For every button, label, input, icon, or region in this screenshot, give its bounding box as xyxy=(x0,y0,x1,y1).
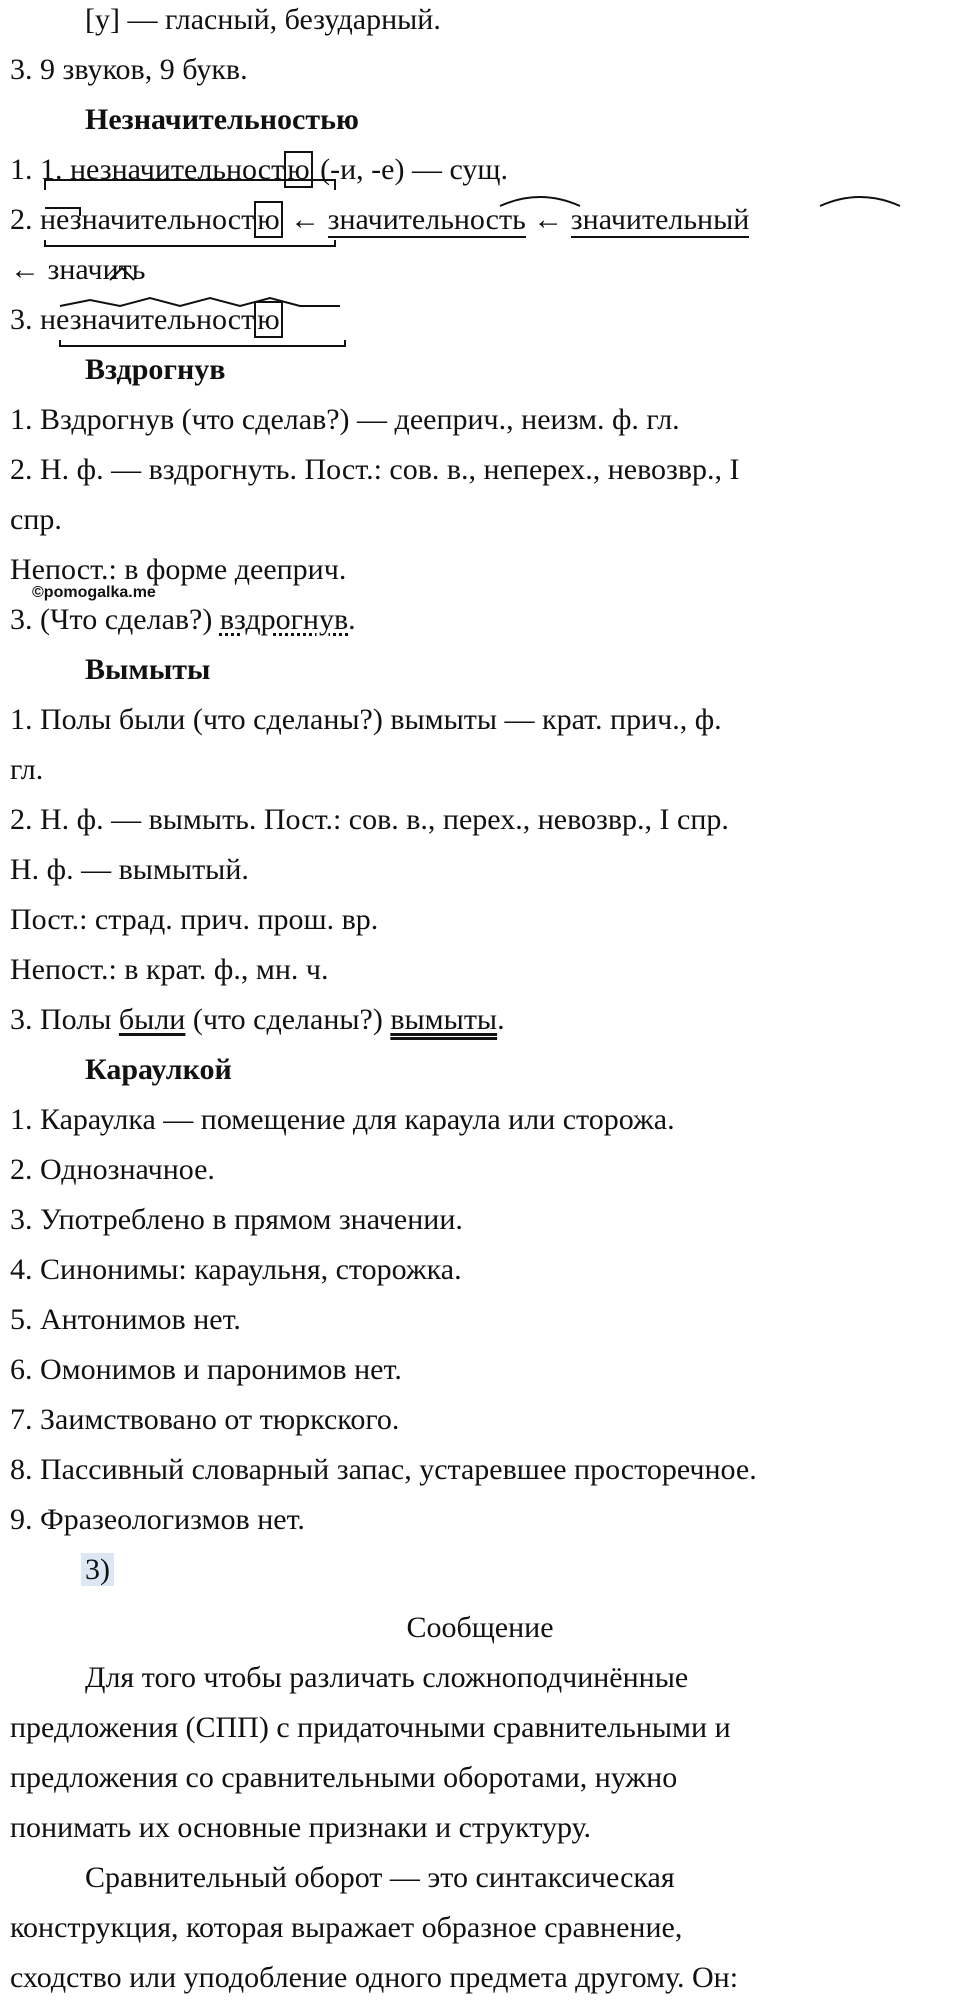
derivation-word: значительность xyxy=(327,203,526,236)
section-heading: Вымыты xyxy=(85,653,211,686)
text-segment: 3. (Что сделав?) xyxy=(10,603,220,636)
predicate-word: вздрогнув xyxy=(219,603,349,636)
root-arc-mark xyxy=(820,197,900,206)
predicate-word: были xyxy=(118,1003,186,1036)
text-line: спр. xyxy=(10,503,62,536)
arrow-separator: ← xyxy=(525,203,571,236)
analysis-line xyxy=(10,602,356,638)
list-item: 1. Караулка — помещение для караула или сторожа. xyxy=(10,1103,675,1136)
text-line: 1. Вздрогнув (что сделав?) — дееприч., неизм. ф. гл. xyxy=(10,403,680,436)
paragraph-line: понимать их основные признаки и структуру. xyxy=(10,1811,592,1844)
text-segment: 3. Полы xyxy=(10,1003,119,1036)
paragraph-line: конструкция, которая выражает образное сравнение, xyxy=(10,1911,683,1944)
item-number: 2. xyxy=(10,203,40,236)
section-number xyxy=(81,1552,114,1588)
text-line: Пост.: страд. прич. прош. вр. xyxy=(10,903,379,936)
word-stem: незначительност xyxy=(40,203,255,236)
text-line: 1. Полы были (что сделаны?) вымыты — крат. прич., ф. xyxy=(10,703,722,736)
analysis-line xyxy=(10,1002,505,1038)
analysis-line xyxy=(10,152,508,188)
list-item: 9. Фразеологизмов нет. xyxy=(10,1503,305,1536)
derivation-word: значительный xyxy=(570,203,750,236)
text-line: [у] — гласный, безударный. xyxy=(85,3,441,36)
paragraph-line: сходство или уподобление одного предмета другому. Он: xyxy=(10,1961,739,1994)
predicate-word: вымыты xyxy=(390,1003,498,1036)
stem-mark xyxy=(60,340,345,346)
text-segment: . xyxy=(497,1003,505,1036)
text-line: гл. xyxy=(10,753,44,786)
list-item: 8. Пассивный словарный запас, устаревшее просторечное. xyxy=(10,1453,757,1486)
list-item: 5. Антонимов нет. xyxy=(10,1303,241,1336)
word-stem: незначительност xyxy=(70,153,285,186)
section-title: Сообщение xyxy=(406,1611,554,1644)
text-segment: (что сделаны?) xyxy=(185,1003,391,1036)
analysis-line xyxy=(10,202,749,238)
text-line: 2. Н. ф. — вымыть. Пост.: сов. в., перех., невозвр., I спр. xyxy=(10,803,729,836)
section-number-label: 3) xyxy=(81,1553,114,1586)
arrow-separator: ← xyxy=(10,253,48,286)
section-heading: Вздрогнув xyxy=(85,353,226,386)
word-ending-box: ю xyxy=(284,151,312,188)
list-item: 6. Омонимов и паронимов нет. xyxy=(10,1353,402,1386)
watermark: ©pomogalka.me xyxy=(32,584,156,601)
text-line: Непост.: в форме дееприч. xyxy=(10,553,347,586)
section-heading: Незначительностью xyxy=(85,103,359,136)
paragraph-line: предложения со сравнительными оборотами, нужно xyxy=(10,1761,678,1794)
text-line: 2. Н. ф. — вздрогнуть. Пост.: сов. в., неперех., невозвр., I xyxy=(10,453,740,486)
arrow-separator: ← xyxy=(282,203,328,236)
list-item: 7. Заимствовано от тюркского. xyxy=(10,1403,400,1436)
word-stem: незначительност xyxy=(40,303,255,336)
text-line: 3. 9 звуков, 9 букв. xyxy=(10,53,248,86)
text-segment: (-и, -е) — сущ. xyxy=(312,153,508,186)
list-item: 3. Употреблено в прямом значении. xyxy=(10,1203,463,1236)
item-number: 1. xyxy=(40,153,70,186)
list-item: 2. Однозначное. xyxy=(10,1153,215,1186)
item-number: 1. xyxy=(10,153,40,186)
analysis-line xyxy=(10,252,145,288)
stem-mark xyxy=(45,240,335,246)
derivation-word: значить xyxy=(47,253,146,286)
list-item: 4. Синонимы: караульня, сторожка. xyxy=(10,1253,462,1286)
analysis-line xyxy=(10,302,283,338)
text-segment: . xyxy=(348,603,356,636)
section-heading: Караулкой xyxy=(85,1053,232,1086)
paragraph-line: Для того чтобы различать сложноподчинённые xyxy=(85,1661,689,1694)
word-ending-box: ю xyxy=(254,201,282,238)
item-number: 3. xyxy=(10,303,40,336)
paragraph-line: Сравнительный оборот — это синтаксическая xyxy=(85,1861,675,1894)
paragraph-line: предложения (СПП) с придаточными сравнительными и xyxy=(10,1711,731,1744)
text-line: Непост.: в крат. ф., мн. ч. xyxy=(10,953,329,986)
word-ending-box: ю xyxy=(254,301,282,338)
text-line: Н. ф. — вымытый. xyxy=(10,853,249,886)
